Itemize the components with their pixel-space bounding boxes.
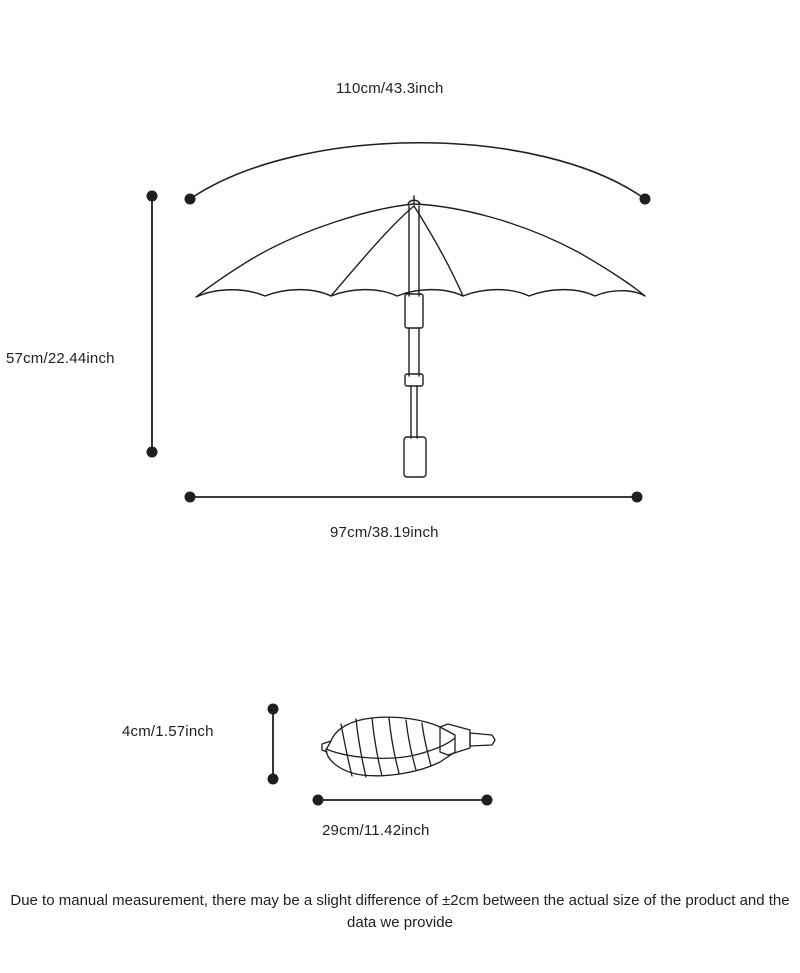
label-height-open: 57cm/22.44inch: [6, 350, 115, 367]
folded-umbrella-illustration: [322, 717, 495, 777]
label-width-open: 110cm/43.3inch: [336, 80, 444, 97]
width-folded-dimension-line: [313, 795, 493, 806]
label-width-folded: 29cm/11.42inch: [322, 822, 430, 839]
height-open-dimension-line: [147, 191, 158, 458]
depth-open-dimension-line: [185, 492, 643, 503]
width-open-dimension-line: [185, 143, 651, 205]
open-umbrella-illustration: [196, 196, 645, 477]
label-height-folded: 4cm/1.57inch: [122, 723, 214, 740]
label-depth-open: 97cm/38.19inch: [330, 524, 439, 541]
measurement-disclaimer-note: Due to manual measurement, there may be a slight difference of ±2cm between the actual size of the product and the data we provide: [10, 892, 790, 931]
height-folded-dimension-line: [268, 704, 279, 785]
